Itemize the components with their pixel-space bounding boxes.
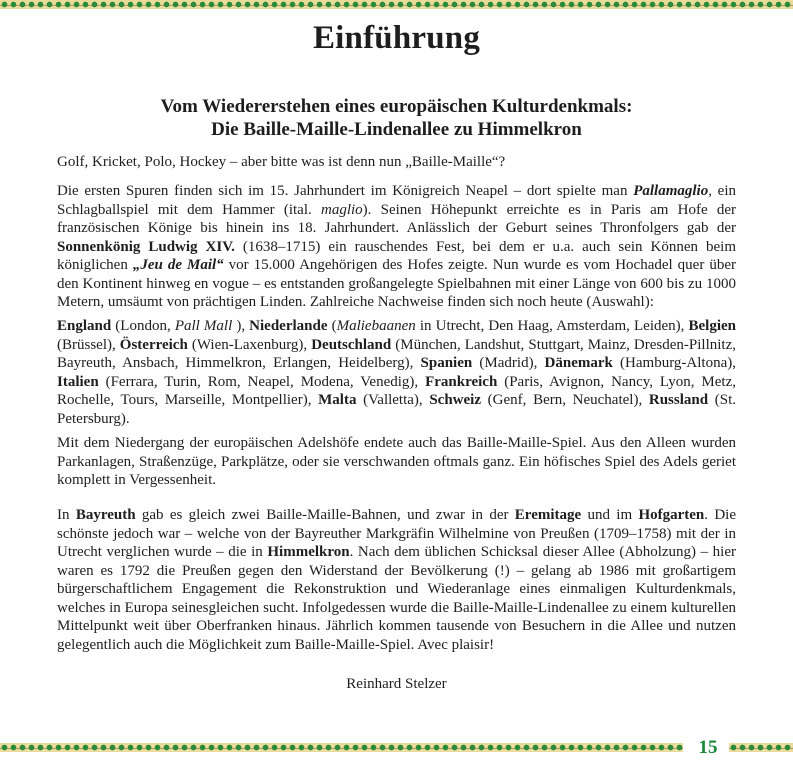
place-eremitage: Eremitage bbox=[514, 507, 582, 523]
text: (St. Petersburg). bbox=[57, 392, 736, 427]
paragraph-decline bbox=[57, 434, 736, 490]
text: ), bbox=[232, 318, 250, 334]
text: (Genf, Bern, Neuchatel), bbox=[481, 392, 649, 408]
term-pall-mall: Pall Mall bbox=[174, 318, 233, 334]
text: gab es gleich zwei Baille-Maille-Bahnen, und zwar in der bbox=[135, 507, 515, 523]
text: (Valletta), bbox=[356, 392, 430, 408]
text: Die ersten Spuren finden sich im 15. Jahrhundert im Königreich Neapel – dort spielte man bbox=[57, 183, 634, 199]
text: (Wien-Laxenburg), bbox=[187, 336, 312, 353]
country-england: England bbox=[57, 318, 112, 334]
text: . Die schönste jedoch war – welche von der Bayreuther Markgräfin Wilhelmine von Preußen (1709–1758) mit der in Utrecht verglichen wurde – die in bbox=[57, 507, 737, 560]
decorative-border-bottom-right bbox=[729, 743, 793, 752]
term-jeu-de-mail: „Jeu de Mail“ bbox=[132, 257, 224, 273]
subtitle bbox=[0, 95, 793, 141]
subtitle-line-1: Vom Wiedererstehen eines europäischen Kulturdenkmals: bbox=[160, 96, 633, 117]
text: ). Seinen Höhepunkt erreichte es in Paris am Hofe der französischen Könige bis hinein ins 18. Jahrhundert. Anlässlich der Geburt seines Thronfolgers gab der bbox=[57, 201, 737, 236]
place-hofgarten: Hofgarten bbox=[638, 507, 705, 523]
subtitle-line-2: Die Baille-Maille-Lindenallee zu Himmelkron bbox=[211, 119, 582, 140]
country-schweiz: Schweiz bbox=[429, 392, 482, 408]
text: (1638–1715) ein rauschendes Fest, bei dem er u.a. auch sein Können beim königlichen bbox=[57, 238, 737, 273]
country-deutschland: Deutschland bbox=[311, 336, 392, 353]
text: vor 15.000 Angehörigen des Hofes zeigte. Nun wurde es vom Hochadel quer über den Kontinent hinweg en vogue – es entstanden großangelegte Spielbahnen mit einer Länge von 600 bis zu 1000 Metern, umsäumt von prächtigen Linden. Zahlreiche Nachweise finden sich noch heute (Auswahl): bbox=[57, 257, 736, 310]
country-daenemark: Dänemark bbox=[544, 355, 613, 371]
term-maliebaanen: Maliebaanen bbox=[336, 318, 416, 334]
text: (München, Landshut, Stuttgart, Mainz, Dresden-Pillnitz, Bayreuth, Ansbach, Himmelkron, Erlangen, Heidelberg), bbox=[57, 336, 736, 371]
country-italien: Italien bbox=[57, 373, 99, 390]
page-title: Einführung bbox=[312, 20, 481, 56]
term-maglio: maglio bbox=[321, 201, 363, 218]
country-oesterreich: Österreich bbox=[119, 336, 188, 353]
text: (London, bbox=[111, 318, 175, 334]
paragraph-himmelkron bbox=[57, 506, 736, 654]
text: , ein Schlagballspiel mit dem Hammer (ital. bbox=[57, 183, 737, 218]
text: In bbox=[57, 507, 76, 523]
country-russland: Russland bbox=[648, 392, 709, 408]
text: (Paris, Avignon, Nancy, Lyon, Metz, Rochelle, Tours, Marseille, Montpellier), bbox=[57, 373, 737, 408]
country-spanien: Spanien bbox=[420, 355, 473, 371]
country-belgien: Belgien bbox=[688, 318, 736, 334]
text: (Ferrara, Turin, Rom, Neapel, Modena, Venedig), bbox=[98, 373, 426, 390]
country-frankreich: Frankreich bbox=[425, 373, 498, 390]
author-signature: Reinhard Stelzer bbox=[346, 676, 447, 692]
text: (Brüssel), bbox=[57, 336, 120, 353]
term-pallamaglio: Pallamaglio bbox=[633, 183, 709, 199]
term-sonnenkoenig: Sonnenkönig Ludwig XIV. bbox=[57, 238, 235, 255]
place-himmelkron: Himmelkron bbox=[267, 544, 350, 560]
page-number: 15 bbox=[698, 737, 718, 758]
text: (Hamburg-Altona), bbox=[612, 355, 736, 371]
text: Mit dem Niedergang der europäischen Adelshöfe endete auch das Baille-Maille-Spiel. Aus den Alleen wurden Parkanlagen, Straßenzüge, Parkplätze, oder sie verschwanden oftmals ganz. Ein höfisches Spiel des Adels geriet komplett in Vergessenheit. bbox=[57, 435, 736, 488]
text: (Madrid), bbox=[472, 355, 545, 371]
decorative-border-bottom-left bbox=[0, 743, 683, 752]
intro-text: Golf, Kricket, Polo, Hockey – aber bitte was ist denn nun „Baille-Maille“? bbox=[57, 154, 506, 170]
paragraph-history bbox=[57, 182, 736, 312]
paragraph-countries bbox=[57, 317, 736, 428]
text: in Utrecht, Den Haag, Amsterdam, Leiden), bbox=[415, 318, 689, 334]
text: . Nach dem üblichen Schicksal dieser Allee (Abholzung) – hier waren es 1792 die Preußen gegen den Widerstand der Bevölkerung (!) – gelang ab 1986 mit großartigem bürgerschaftlichem Engagement die Rekonstruktion und Wiederanlage eines einmaligen Kulturdenkmals, welches in Europa seinesgleichen sucht. Infolgedessen wurde die Baille-Maille-Lindenallee zu einem kulturellen Mittelpunkt weit über Oberfranken hinaus. Jährlich kommen tausende von Besuchern in die Allee und nutzen gelegentlich auch die Möglichkeit zum Baille-Maille-Spiel. Avec plaisir! bbox=[57, 544, 736, 653]
country-niederlande: Niederlande bbox=[249, 318, 328, 334]
decorative-border-top bbox=[0, 0, 793, 9]
country-malta: Malta bbox=[318, 392, 357, 408]
intro-paragraph bbox=[57, 153, 736, 172]
text: ( bbox=[327, 318, 337, 334]
text: und im bbox=[581, 507, 639, 523]
place-bayreuth: Bayreuth bbox=[75, 507, 136, 523]
